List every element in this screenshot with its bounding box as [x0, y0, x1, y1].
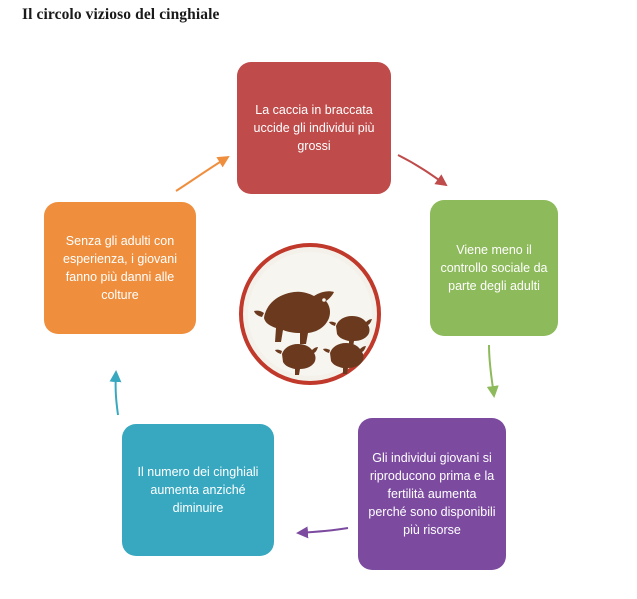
arrow-left-to-top	[176, 157, 228, 191]
wild-boar-emblem	[236, 240, 384, 388]
arrow-top-to-right	[398, 155, 446, 185]
arrow-bottomright-to-bottomleft	[298, 528, 348, 533]
node-left-label: Senza gli adulti con esperienza, i giovani fanno più danni alle colture	[63, 233, 177, 303]
node-boar-numbers-increase[interactable]	[122, 424, 274, 556]
node-young-reproduce-earlier[interactable]	[358, 418, 506, 570]
node-hunting-kills-largest[interactable]	[237, 62, 391, 194]
node-social-control-lost[interactable]	[430, 200, 558, 336]
node-more-crop-damage[interactable]	[44, 202, 196, 334]
node-bottom-left-label: Il numero dei cinghiali aumenta anziché diminuire	[137, 464, 259, 516]
arrow-bottomleft-to-left	[116, 372, 118, 415]
page-title: Il circolo vizioso del cinghiale	[22, 6, 220, 23]
arrow-right-to-bottomright	[489, 345, 494, 396]
node-right-label: Viene meno il controllo sociale da parte degli adulti	[440, 242, 548, 294]
node-bottom-right-label: Gli individui giovani si riproducono prima e la fertilità aumenta perché sono disponibili più risorse	[368, 450, 496, 538]
node-top-label: La caccia in braccata uccide gli individui più grossi	[253, 102, 375, 154]
